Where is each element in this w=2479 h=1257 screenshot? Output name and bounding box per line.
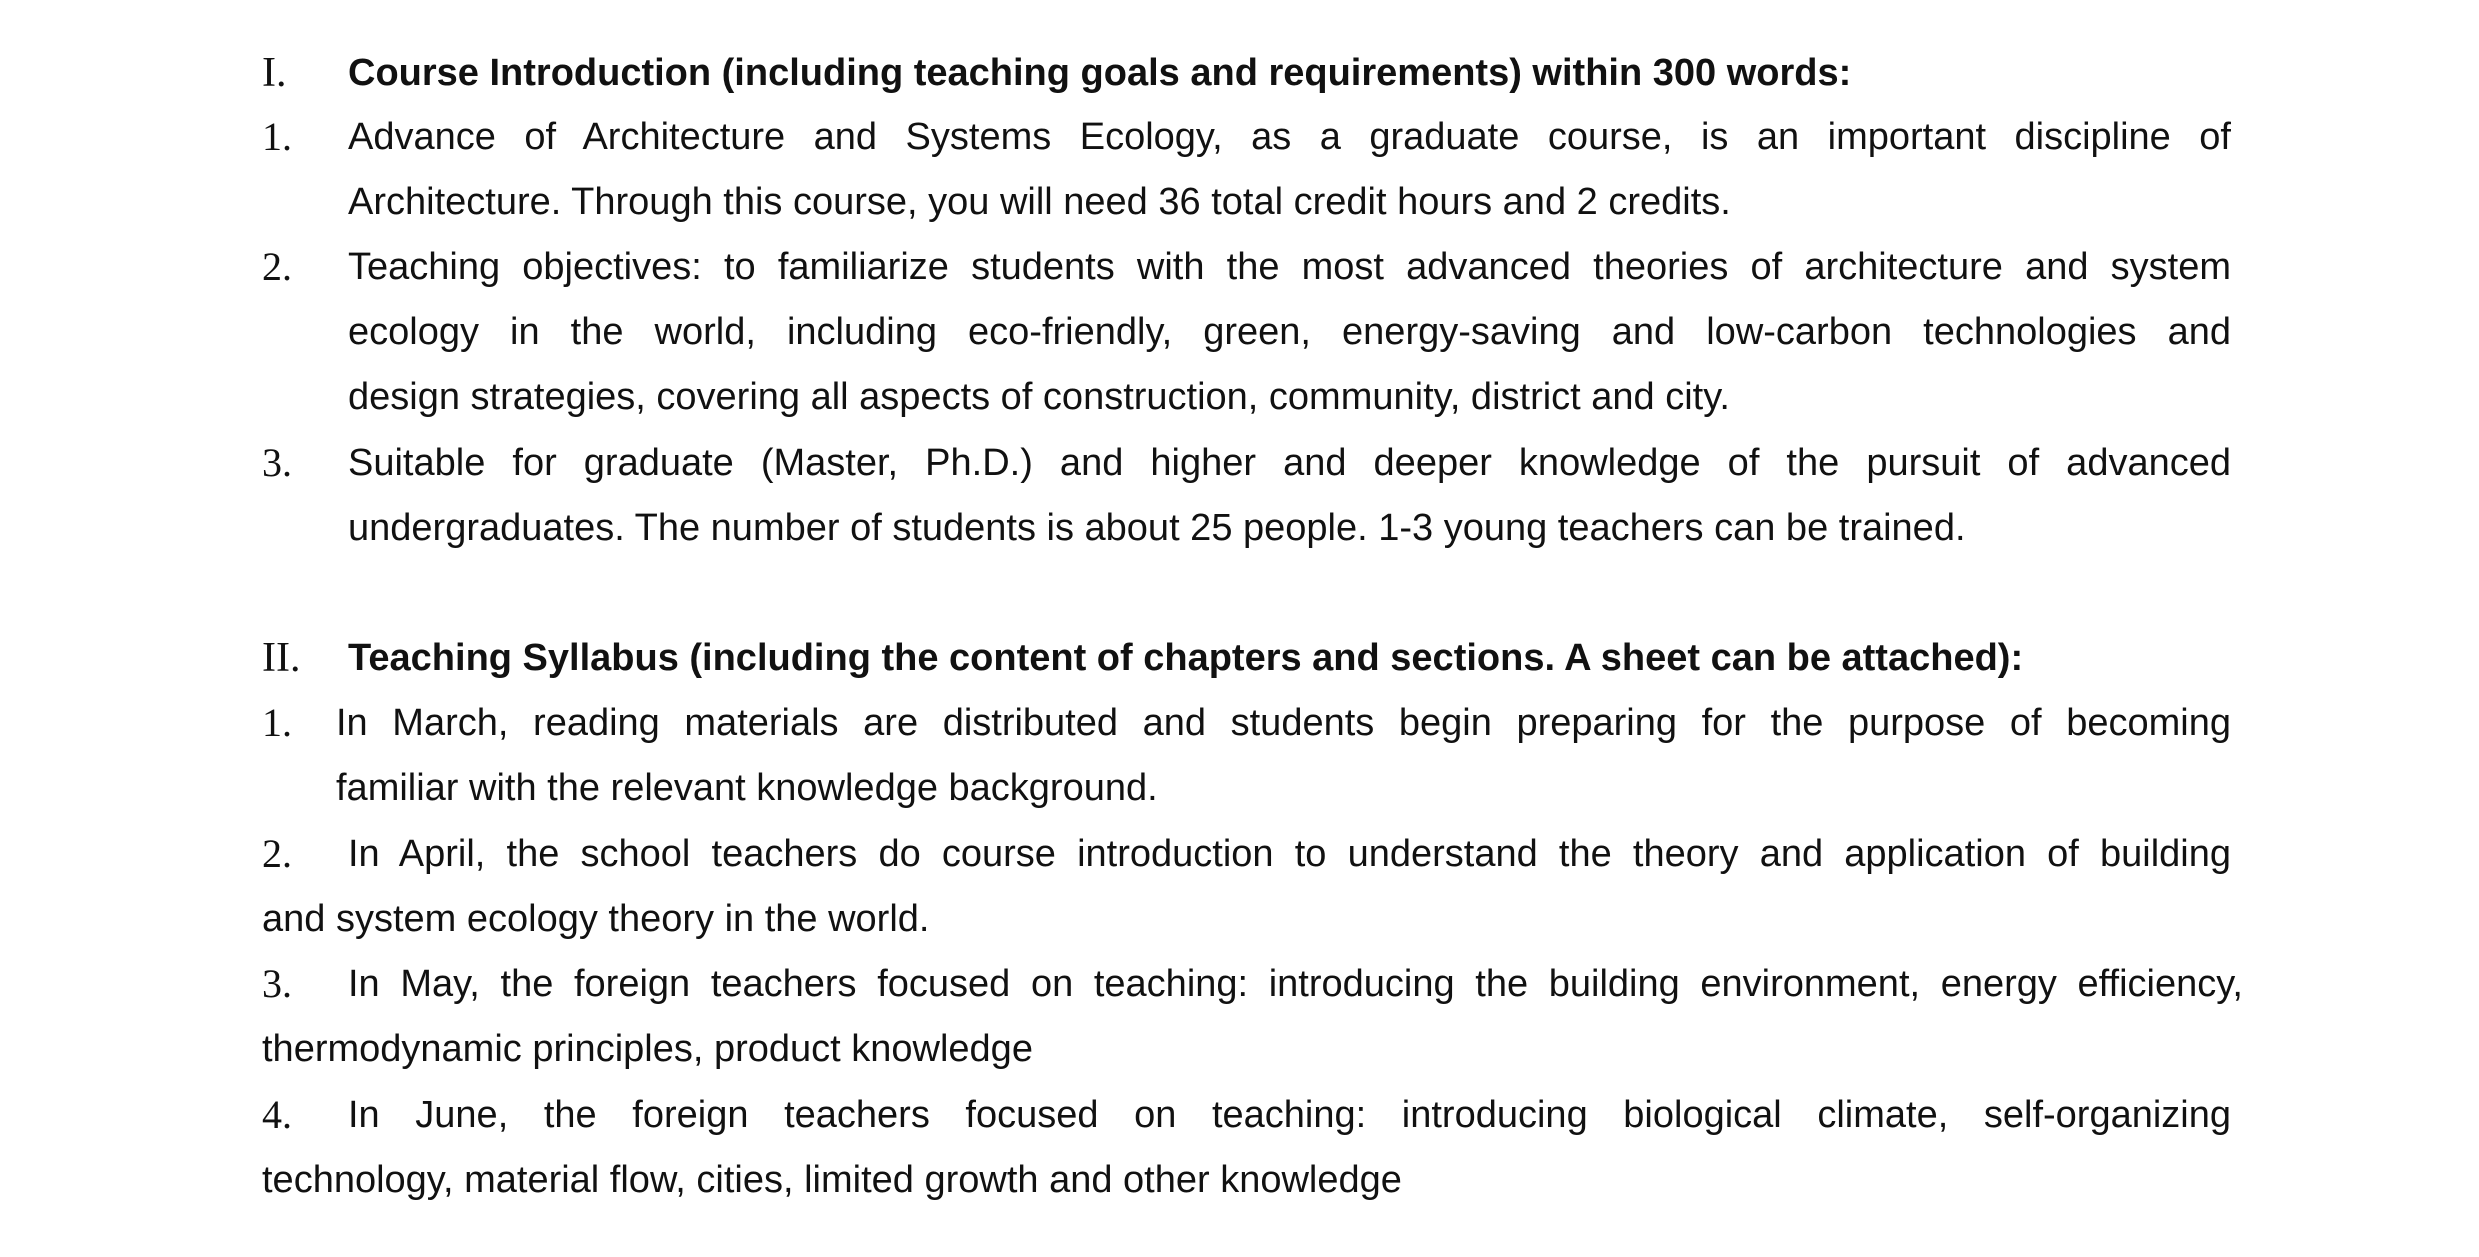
section-2-title: Teaching Syllabus (including the content of chapters and sections. A sheet can be attached):: [348, 637, 2024, 679]
section-2-item-3-line-2: thermodynamic principles, product knowledge: [262, 1028, 1033, 1070]
section-1-item-1-line-1: Advance of Architecture and Systems Ecology, as a graduate course, is an important discipline of: [348, 116, 2231, 158]
section-1-item-2-line-2: ecology in the world, including eco-friendly, green, energy-saving and low-carbon technologies and: [348, 311, 2231, 353]
section-2-item-4-line-1: In June, the foreign teachers focused on teaching: introducing biological climate, self-organizing: [348, 1094, 2231, 1136]
section-2-item-2-number: 2.: [262, 831, 292, 876]
section-1-item-1-line-2: Architecture. Through this course, you will need 36 total credit hours and 2 credits.: [348, 181, 1731, 223]
section-2-item-4-line-2: technology, material flow, cities, limited growth and other knowledge: [262, 1159, 1402, 1201]
section-2-numeral: II.: [262, 635, 301, 681]
section-1-title: Course Introduction (including teaching goals and requirements) within 300 words:: [348, 52, 1852, 94]
section-2-item-2-line-2: and system ecology theory in the world.: [262, 898, 930, 940]
section-1-item-1-number: 1.: [262, 114, 292, 159]
section-1-item-3-line-1: Suitable for graduate (Master, Ph.D.) and higher and deeper knowledge of the pursuit of advanced: [348, 442, 2231, 484]
section-2-item-3-line-1: In May, the foreign teachers focused on teaching: introducing the building environment, energy efficiency,: [348, 963, 2243, 1005]
section-2-item-2-line-1: In April, the school teachers do course introduction to understand the theory and application of building: [348, 833, 2231, 875]
section-2-item-1-line-2: familiar with the relevant knowledge background.: [336, 767, 1158, 809]
section-1-item-2-number: 2.: [262, 244, 292, 289]
section-2-item-1-number: 1.: [262, 700, 292, 745]
section-1-item-2-line-1: Teaching objectives: to familiarize students with the most advanced theories of architecture and system: [348, 246, 2231, 288]
section-2-item-4-number: 4.: [262, 1092, 292, 1137]
section-2-item-3-number: 3.: [262, 961, 292, 1006]
section-1-item-3-line-2: undergraduates. The number of students is about 25 people. 1-3 young teachers can be trained.: [348, 507, 1966, 549]
section-1-item-2-line-3: design strategies, covering all aspects of construction, community, district and city.: [348, 376, 1730, 418]
section-2-item-1-line-1: In March, reading materials are distributed and students begin preparing for the purpose of becoming: [336, 702, 2231, 744]
section-1-numeral: I.: [262, 50, 287, 96]
section-1-item-3-number: 3.: [262, 440, 292, 485]
